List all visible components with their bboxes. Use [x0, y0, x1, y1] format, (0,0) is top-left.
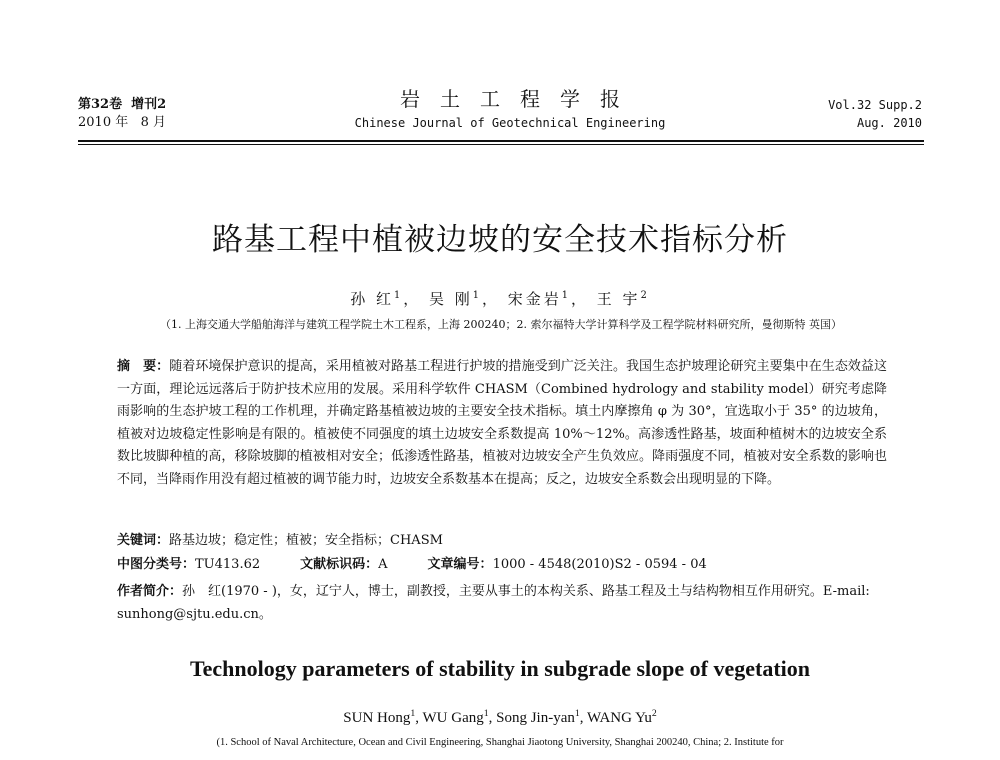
- header-left: [78, 96, 166, 132]
- bio-label: 作者简介：: [117, 584, 183, 599]
- article-number-label: 文章编号：: [427, 557, 493, 572]
- volume-en: Vol.32 Supp.2: [828, 98, 922, 112]
- issue-cn: 增刊2: [131, 97, 167, 112]
- doc-code-label: 文献标识码：: [300, 557, 379, 572]
- authors-cn: 孙 红$^1$， 吴 刚$^1$， 宋金岩$^1$， 王 宇$^2$: [350, 290, 650, 308]
- keywords: [117, 530, 907, 553]
- author-affil-mark: 2: [640, 290, 650, 301]
- date-en: Aug. 2010: [856, 116, 922, 130]
- header-rule-thick: [78, 140, 924, 142]
- header-right: [828, 96, 922, 132]
- year-cn: 2010 年: [78, 115, 129, 130]
- classification-line: [117, 554, 907, 577]
- paper-title-en: Technology parameters of stability in subgrade slope of vegetation: [189, 656, 811, 681]
- author-cn: 宋金岩: [507, 290, 562, 308]
- bio-text: 孙 红(1970 - )，女，辽宁人，博士，副教授，主要从事土的本构关系、路基工程及土与结构物相互作用研究。E-mail: sunhong@sjtu.edu.cn。: [117, 584, 870, 622]
- header-rule-thin: [78, 144, 924, 145]
- affiliation-en: (1. School of Naval Architecture, Ocean and Civil Engineering, Shanghai Jiaotong University, Shanghai 200240, China; 2. Institute for: [216, 737, 784, 748]
- author-cn: 吴 刚: [428, 290, 473, 308]
- author-affil-mark: 2: [651, 708, 657, 719]
- abstract-text: 随着环境保护意识的提高，采用植被对路基工程进行护坡的措施受到广泛关注。我国生态护坡理论研究主要集中在生态效益这一方面，理论远远落后于防护技术应用的发展。采用科学软件 CHASM（Combined hydrology and stability model）研究考虑降雨影响的生态护坡工程的工作机理，并确定路基植被边坡的主要安全技术指标。填土内摩擦角 φ 为 30°，宜选取小于 35° 的边坡角，植被对边坡稳定性影响是有限的。植被使不同强度的填土边坡安全系数提高 10%～12%。高渗透性路基，坡面种植树木的边坡安全系数比坡脚种植的高，移除坡脚的植被相对安全；低渗透性路基，植被对边坡安全产生负效应。降雨强度不同，植被对安全系数的影响也不同，当降雨作用没有超过植被的调节能力时，边坡安全系数基本在提高；反之，边坡安全系数会出现明显的下降。: [117, 359, 887, 487]
- affiliation-cn: （1. 上海交通大学船舶海洋与建筑工程学院土木工程系，上海 200240；2. 索尔福特大学计算科学及工程学院材料研究所，曼彻斯特 英国）: [160, 318, 842, 331]
- author-affil-mark: 1: [561, 290, 571, 301]
- author-affil-mark: 1: [410, 708, 416, 719]
- author-cn: 孙 红: [350, 290, 394, 308]
- article-number-value: 1000 - 4548(2010)S2 - 0594 - 04: [492, 557, 707, 572]
- author-affil-mark: 1: [574, 708, 580, 719]
- clc-value: TU413.62: [195, 557, 261, 572]
- author-en: WANG Yu: [586, 710, 652, 726]
- author-bio: [117, 580, 892, 626]
- keywords-text: 路基边坡；稳定性；植被；安全指标；CHASM: [169, 533, 443, 548]
- author-en: WU Gang: [422, 710, 484, 726]
- author-affil-mark: 1: [393, 290, 404, 301]
- author-affil-mark: 1: [483, 708, 489, 719]
- journal-header: [300, 86, 720, 132]
- abstract-label: 摘 要：: [117, 359, 170, 374]
- keywords-label: 关键词：: [117, 533, 170, 548]
- abstract-cn: [117, 356, 887, 492]
- clc-label: 中图分类号：: [117, 557, 196, 572]
- month-cn: 8 月: [140, 115, 167, 130]
- author-en: SUN Hong: [343, 710, 411, 726]
- journal-title-cn: 岩土工程学报: [400, 87, 640, 111]
- paper-title-cn: 路基工程中植被边坡的安全技术指标分析: [212, 222, 788, 258]
- author-affil-mark: 1: [472, 290, 482, 301]
- journal-title-en: Chinese Journal of Geotechnical Engineering: [354, 116, 666, 130]
- author-en: Song Jin-yan: [496, 710, 575, 726]
- volume-cn: 第32卷: [78, 97, 123, 112]
- doc-code-value: A: [378, 557, 388, 572]
- author-cn: 王 宇: [596, 290, 641, 308]
- authors-en: SUN Hong$^1$, WU Gang$^1$, Song Jin-yan$^1$, WANG Yu$^2$: [343, 708, 657, 726]
